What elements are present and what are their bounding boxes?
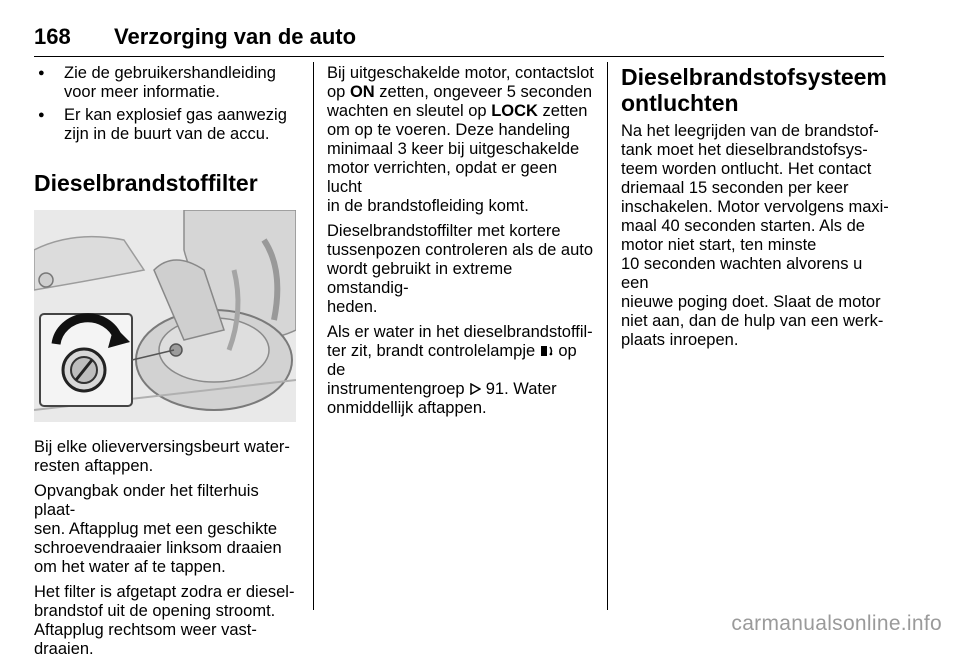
text-line: in de brandstofleiding komt. [327,197,529,215]
text-line: om het water af te tappen. [34,558,226,576]
text-line: nieuwe poging doet. Slaat de motor [621,293,881,311]
text-line: onmiddellijk aftappen. [327,399,487,417]
page-number: 168 [34,24,71,49]
text-line: sen. Aftapplug met een geschikte [34,520,278,538]
text-line: minimaal 3 keer bij uitgeschakelde [327,140,580,158]
text-line: zijn in de buurt van de accu. [64,125,270,143]
fuel-filter-illustration [34,210,296,422]
column-divider [313,62,314,610]
paragraph [327,323,595,418]
text-line: teem worden ontlucht. Het contact [621,160,872,178]
page-header [34,22,884,57]
text-line: tussenpozen controleren als de auto [327,241,594,259]
paragraph [34,482,302,577]
watermark: carmanualsonline.info [731,612,942,635]
water-in-fuel-icon [540,344,554,358]
text-line: heden. [327,298,378,316]
column-right [621,64,889,356]
text-line: brandstof uit de opening stroomt. [34,602,276,620]
page-title: Verzorging van de auto [114,24,357,49]
text-line: driemaal 15 seconden per keer [621,179,849,197]
text-line: Als er water in het dieselbrandstoffil- [327,323,593,341]
text-line: instrumentengroep [327,380,470,398]
heading-line: ontluchten [621,90,739,116]
fuel-filter-drawing [34,210,296,422]
text-line: tank moet het dieselbrandstofsys- [621,141,868,159]
text-line: wachten en sleutel op [327,102,492,120]
text-line: Bij uitgeschakelde motor, contactslot [327,64,594,82]
bullet-item [34,64,302,102]
text-line: motor niet start, ten minste [621,236,817,254]
text-line: Zie de gebruikershandleiding [64,64,276,82]
paragraph [327,64,595,216]
text-line: zetten [537,102,588,120]
text-line: inschakelen. Motor vervolgens maxi- [621,198,889,216]
text-line: Bij elke olieverversingsbeurt water- [34,438,290,456]
column-left [34,64,302,665]
text-line: op de [327,342,577,379]
text-line: draaien. [34,640,94,658]
text-line: niet aan, dan de hulp van een werk- [621,312,884,330]
text-line: schroevendraaier linksom draaien [34,539,282,557]
text-line: 10 seconden wachten alvorens u een [621,255,863,292]
key-position-lock: LOCK [491,102,538,120]
paragraph [34,438,302,476]
text-line: om op te voeren. Deze handeling [327,121,571,139]
text-line: maal 40 seconden starten. Als de [621,217,865,235]
text-line: ter zit, brandt controlelampje [327,342,540,360]
text-line: Het filter is afgetapt zodra er diesel- [34,583,295,601]
bullet-item [34,106,302,144]
text-line: zetten, ongeveer 5 seconden [374,83,593,101]
text-line: wordt gebruikt in extreme omstandig- [327,260,513,297]
paragraph [327,222,595,317]
text-line: Er kan explosief gas aanwezig [64,106,287,124]
text-line: Aftapplug rechtsom weer vast- [34,621,257,639]
text-line: op [327,83,350,101]
reference-triangle-icon[interactable] [469,383,481,395]
column-divider [607,62,608,610]
text-line: motor verrichten, opdat er geen lucht [327,159,558,196]
text-line: 91. Water [481,380,557,398]
text-line: Opvangbak onder het filterhuis plaat- [34,482,259,519]
paragraph [621,122,889,350]
column-middle [327,64,595,424]
key-position-on: ON [349,83,375,101]
section-heading [621,64,889,116]
section-heading: Dieselbrandstoffilter [34,170,258,196]
text-line: Dieselbrandstoffilter met kortere [327,222,561,240]
heading-line: Dieselbrandstofsysteem [621,64,887,90]
paragraph [34,583,302,659]
text-line: voor meer informatie. [64,83,220,101]
text-line: plaats inroepen. [621,331,739,349]
text-line: resten aftappen. [34,457,154,475]
text-line: Na het leegrijden van de brandstof- [621,122,879,140]
